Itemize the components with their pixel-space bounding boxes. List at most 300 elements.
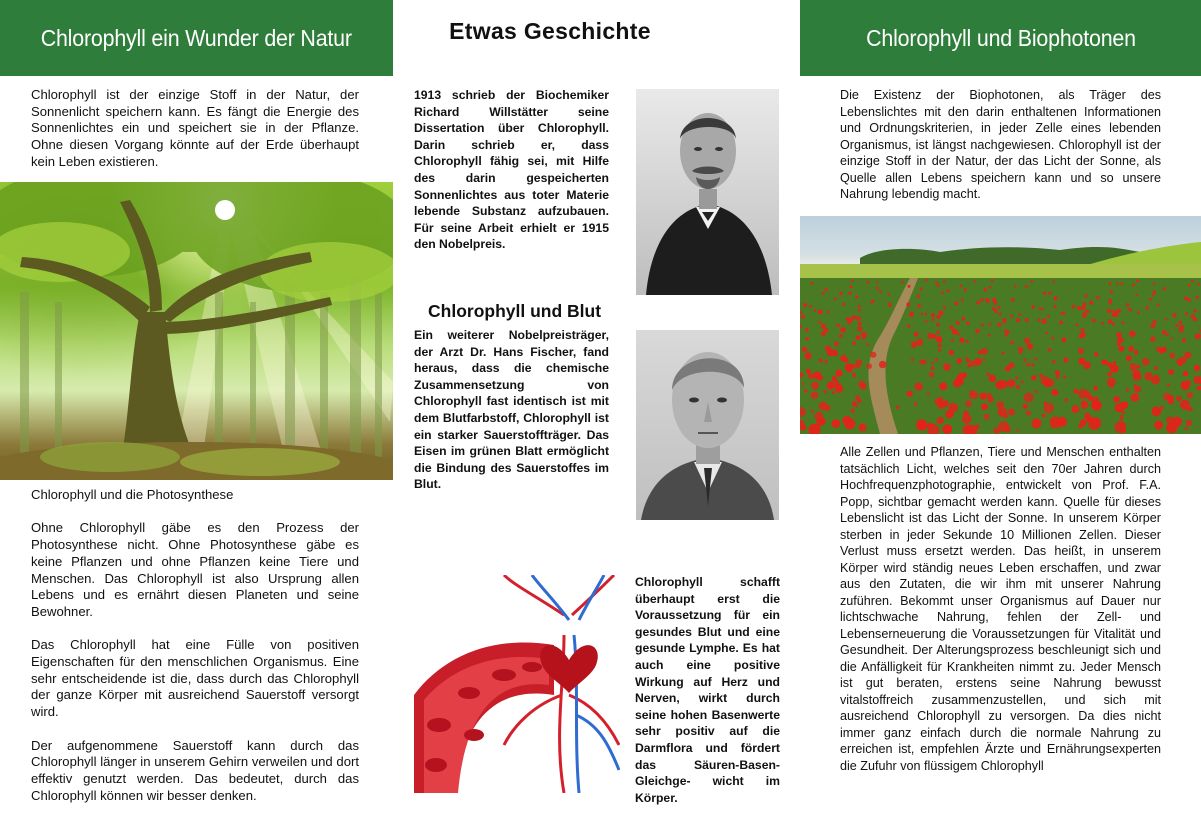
poppy-dot [834,353,837,356]
poppy-dot [1024,338,1030,344]
poppy-dot [834,341,839,346]
poppy-dot [1163,347,1166,350]
poppy-dot [1128,308,1132,312]
poppy-dot [991,279,994,282]
left-banner [0,0,393,76]
left-panel [0,0,393,834]
poppy-dot [1055,370,1060,375]
poppy-dot [1031,363,1034,366]
poppy-dot [979,393,986,400]
poppy-dot [981,323,984,326]
poppy-dot [1135,293,1138,296]
poppy-dot [917,420,927,430]
photosynthesis-label: Chlorophyll und die Photosynthese [31,487,234,502]
poppy-dot [811,282,814,285]
willstaetter-portrait [636,89,779,295]
left-paragraph-1: Ohne Chlorophyll gäbe es den Prozess der Photosynthese nicht. Ohne Photosynthese gäbe es keine Pflanzen und ohne Pflanzen keine Tiere und Menschen. Das Chlorophyll ist also Ursprung allen Lebens und es ernährt diesen Planeten und seine Bewohner. [31,520,359,619]
poppy-dot [965,357,968,360]
poppy-dot [1002,318,1007,323]
poppy-dot [1120,282,1123,285]
right-intro: Die Existenz der Biophotonen, als Träger des Lebenslichtes mit den darin enthaltenen Informationen und Ordnungskriterien, in jeder Zelle eines lebenden Organismus, ist längst nachgewiesen. Chlorophyll ist der einzige Stoff in der Natur, der das Licht der Sonne, als Quelle allen Lebens speichern kann und so unsere Nahrung lebendig macht. [840,88,1161,201]
poppy-dot [1075,324,1078,327]
poppy-dot [1080,328,1085,333]
poppy-dot [1126,303,1130,307]
poppy-dot [870,352,876,358]
poppy-dot [1118,346,1124,352]
poppy-dot [1025,285,1028,288]
poppy-dot [1063,375,1066,378]
poppy-dot [1152,294,1155,297]
blood-heading: Chlorophyll und Blut [428,301,602,321]
poppy-dot [1115,403,1124,412]
poppy-dot [1134,350,1139,355]
poppy-dot [959,284,962,287]
poppy-dot [818,310,823,315]
right-banner-title: Chlorophyll und Biophotonen [865,24,1136,51]
poppy-dot [1080,401,1088,409]
poppy-dot [1154,421,1163,430]
poppy-dot [1039,374,1043,378]
poppy-dot [827,311,830,314]
poppy-dot [943,306,946,309]
poppy-dot [1021,380,1024,383]
poppy-dot [1030,280,1033,283]
poppy-dot [998,421,1009,432]
poppy-dot [964,375,967,378]
poppy-dot [1184,297,1188,301]
heart-text: Chlorophyll schafft überhaupt erst die Voraussetzung für ein gesundes Blut und eine gesunde Lymphe. Es hat auch eine positive Wirkung auf Herz und Nerven, wirkt durch seine hohen Basenwerte sehr positiv auf die Darmflora und fördert das Säuren-Basen-Gleichge- wicht im Körper. [635,575,780,805]
poppy-dot [1082,302,1086,306]
poppy-dot [1136,365,1140,369]
poppy-dot [1039,307,1042,310]
poppy-dot [1108,319,1113,324]
poppy-dot [846,367,850,371]
poppy-dot [925,279,928,282]
poppy-dot [964,288,967,291]
poppy-dot [981,348,988,355]
poppy-dot [847,318,852,323]
poppy-dot [1166,416,1173,423]
poppy-dot [942,424,952,434]
poppy-dot [1113,361,1116,364]
poppy-dot [888,302,892,306]
poppy-dot [1129,331,1135,337]
poppy-dot [822,404,826,408]
poppy-dot [943,280,946,283]
poppy-dot [811,410,814,413]
poppy-dot [896,405,900,409]
poppy-dot [1180,400,1190,410]
poppy-dot [809,305,812,308]
poppy-dot [834,298,837,301]
poppy-dot [966,321,970,325]
poppy-dot [1167,384,1170,387]
poppy-dot [1010,341,1014,345]
poppy-dot [966,340,969,343]
poppy-dot [835,369,842,376]
poppy-dot [975,329,980,334]
poppy-dot [947,289,950,292]
poppy-dot [1089,417,1101,429]
poppy-dot [1037,319,1040,322]
poppy-dot [927,392,930,395]
poppy-dot [943,363,951,371]
poppy-dot [961,299,964,302]
poppy-dot [857,305,860,308]
poppy-dot [803,303,807,307]
right-panel [800,0,1201,834]
poppy-dot [936,323,940,327]
poppy-dot [1109,301,1113,305]
poppy-dot [1005,366,1011,372]
poppy-dot [817,375,823,381]
poppy-dot [806,337,810,341]
poppy-dot [1027,343,1033,349]
poppy-dot [1181,381,1189,389]
poppy-dot [814,309,817,312]
poppy-dot [949,325,953,329]
poppy-dot [1187,392,1193,398]
tree-photo [0,182,393,480]
poppy-dot [1179,321,1182,324]
poppy-dot [1131,393,1140,402]
poppy-dot [909,312,914,317]
heart-vessels-illustration [414,575,620,793]
poppy-dot [924,313,927,316]
poppy-dot [1179,362,1183,366]
poppy-dot [1031,418,1041,428]
poppy-dot [931,313,935,317]
poppy-dot [986,393,992,399]
poppy-dot [999,380,1008,389]
poppy-dot [936,315,940,319]
poppy-dot [1007,379,1015,387]
poppy-dot [994,309,998,313]
poppy-dot [1073,389,1078,394]
poppy-field-photo [800,216,1201,434]
poppy-dot [1108,282,1111,285]
left-paragraph-2: Das Chlorophyll hat eine Fülle von positiven Eigenschaften für den menschlichen Organismus. Eine sehr entscheidende ist die, dass durch das Chlorophyll der ganze Körper mit ausreichend Sauerstoff versorgt wird. [31,637,359,720]
poppy-dot [931,362,934,365]
poppy-dot [1175,324,1178,327]
poppy-dot [840,355,847,362]
poppy-dot [1041,308,1044,311]
poppy-dot [914,402,918,406]
poppy-dot [1194,365,1200,371]
poppy-dot [879,361,887,369]
poppy-dot [862,336,865,339]
poppy-dot [1077,306,1081,310]
poppy-dot [986,298,990,302]
fischer-portrait [636,330,779,520]
poppy-dot [1129,363,1137,371]
poppy-dot [969,391,974,396]
poppy-dot [1004,414,1008,418]
left-banner-title: Chlorophyll ein Wunder der Natur [40,24,353,51]
poppy-dot [1120,415,1123,418]
poppy-dot [801,314,805,318]
poppy-dot [939,383,945,389]
poppy-dot [1078,348,1084,354]
poppy-dot [1082,306,1086,310]
poppy-dot [1185,427,1188,430]
poppy-dot [1044,401,1047,404]
poppy-dot [852,341,856,345]
poppy-dot [855,295,858,298]
poppy-dot [832,376,837,381]
poppy-dot [1087,310,1090,313]
poppy-dot [925,320,928,323]
poppy-dot [1065,398,1068,401]
poppy-dot [920,287,923,290]
poppy-dot [1183,371,1188,376]
poppy-dot [1186,420,1192,426]
poppy-dot [1153,290,1156,293]
poppy-dot [1157,303,1160,306]
poppy-dot [1041,318,1047,324]
poppy-dot [1128,346,1134,352]
middle-panel [393,0,800,834]
poppy-dot [955,301,959,305]
poppy-dot [851,279,854,282]
poppy-dot [1191,314,1195,318]
poppy-dot [840,327,846,333]
poppy-dot [857,399,861,403]
poppy-dot [1031,375,1036,380]
poppy-dot [927,333,933,339]
poppy-dot [888,293,891,296]
poppy-dot [1191,280,1194,283]
poppy-dot [1043,291,1047,295]
poppy-dot [839,334,843,338]
poppy-dot [1025,318,1029,322]
poppy-dot [856,316,861,321]
poppy-dot [1126,388,1129,391]
poppy-dot [936,331,940,335]
poppy-dot [997,401,1004,408]
poppy-dot [804,389,808,393]
poppy-dot [1142,358,1149,365]
poppy-dot [986,373,989,376]
poppy-dot [976,301,980,305]
poppy-dot [966,359,970,363]
poppy-dot [1136,279,1139,282]
poppy-dot [965,401,971,407]
poppy-dot [1112,322,1115,325]
right-banner [800,0,1201,76]
poppy-dot [984,414,990,420]
poppy-dot [917,304,921,308]
poppy-dot [929,372,935,378]
poppy-dot [1047,315,1050,318]
poppy-dot [1031,305,1035,309]
poppy-dot [989,323,992,326]
poppy-dot [937,284,940,287]
left-intro [31,87,359,171]
poppy-dot [1101,322,1104,325]
poppy-dot [827,382,834,389]
poppy-dot [956,358,961,363]
poppy-dot [866,343,869,346]
poppy-dot [849,285,852,288]
poppy-dot [821,323,826,328]
poppy-dot [842,303,845,306]
poppy-dot [1145,306,1149,310]
poppy-dot [1126,357,1130,361]
poppy-dot [1089,301,1093,305]
poppy-dot [911,358,914,361]
poppy-dot [1018,347,1024,353]
poppy-dot [825,346,831,352]
poppy-dot [978,350,983,355]
poppy-dot [858,322,862,326]
poppy-dot [1019,313,1022,316]
poppy-dot [1179,325,1184,330]
poppy-dot [854,403,858,407]
poppy-dot [962,415,971,424]
poppy-dot [825,288,828,291]
poppy-dot [935,398,942,405]
poppy-dot [1084,294,1088,298]
poppy-dot [1008,409,1015,416]
poppy-dot [1153,282,1156,285]
poppy-dot [1150,336,1156,342]
poppy-dot [804,352,811,359]
poppy-dot [1035,390,1038,393]
poppy-dot [859,423,864,428]
poppy-dot [914,382,922,390]
poppy-dot [1042,414,1046,418]
poppy-dot [1108,381,1114,387]
poppy-dot [806,369,811,374]
poppy-dot [1015,377,1018,380]
left-body [31,487,359,804]
poppy-dot [981,403,988,410]
poppy-dot [1169,353,1175,359]
poppy-dot [980,298,984,302]
poppy-dot [1109,290,1113,294]
poppy-dot [872,300,875,303]
poppy-dot [1150,323,1155,328]
poppy-dot [1137,311,1140,314]
poppy-dot [914,332,919,337]
poppy-dot [907,391,913,397]
poppy-dot [1187,298,1191,302]
poppy-dot [802,382,805,385]
poppy-dot [1116,282,1119,285]
poppy-dot [858,381,865,388]
poppy-dot [818,321,821,324]
poppy-dot [824,390,827,393]
poppy-dot [1026,410,1031,415]
poppy-dot [956,321,960,325]
poppy-dot [811,382,819,390]
poppy-dot [1092,319,1096,323]
left-paragraph-3: Der aufgenommene Sauerstoff kann durch das Chlorophyll länger in unserem Gehirn verweilen und dort effektiv genutzt werden. Das bedeutet, durch das Chlorophyll können wir besser denken. [31,737,359,803]
poppy-dot [1057,417,1067,427]
poppy-dot [866,281,869,284]
poppy-dot [822,292,825,295]
poppy-dot [939,311,944,316]
poppy-dot [1016,318,1020,322]
poppy-dot [835,385,843,393]
poppy-dot [959,337,964,342]
poppy-dot [1014,285,1017,288]
poppy-dot [907,325,910,328]
poppy-dot [908,285,911,288]
poppy-dot [1002,352,1005,355]
poppy-dot [1011,298,1015,302]
poppy-dot [916,339,923,346]
poppy-dot [1196,296,1199,299]
poppy-dot [855,359,862,366]
poppy-dot [844,418,855,429]
poppy-dot [1048,348,1052,352]
poppy-dot [989,286,992,289]
poppy-dot [983,358,986,361]
poppy-dot [1149,298,1152,301]
poppy-dot [1168,369,1174,375]
poppy-dot [1094,352,1098,356]
poppy-dot [1166,333,1169,336]
poppy-dot [1107,362,1112,367]
poppy-dot [906,303,910,307]
poppy-dot [1024,393,1034,403]
poppy-dot [962,317,966,321]
poppy-dot [1078,424,1083,429]
poppy-dot [1170,337,1173,340]
poppy-dot [1163,287,1166,290]
poppy-dot [945,410,954,419]
poppy-dot [1063,357,1068,362]
poppy-dot [819,418,826,425]
poppy-dot [970,360,976,366]
poppy-dot [936,336,943,343]
poppy-dot [819,359,823,363]
poppy-dot [857,326,863,332]
poppy-dot [839,292,843,296]
poppy-dot [951,339,954,342]
poppy-dot [988,334,991,337]
left-intro-text: Chlorophyll ist der einzige Stoff in der Natur, der Sonnenlicht speichern kann. Es fängt die Energie des Sonnenlichtes ein und speichert sie in der Pflanze. Ohne diesen Vorgang könnte auf der Erde überhaupt kein Leben existieren. [31,87,359,169]
poppy-dot [1163,393,1171,401]
poppy-dot [1193,309,1197,313]
poppy-dot [1176,396,1182,402]
poppy-dot [1053,296,1057,300]
poppy-dot [935,358,938,361]
poppy-dot [1164,318,1167,321]
poppy-dot [1071,305,1075,309]
poppy-dot [999,312,1002,315]
poppy-dot [1060,312,1063,315]
poppy-dot [1051,389,1058,396]
blood-text: Ein weiterer Nobelpreisträger, der Arzt Dr. Hans Fischer, fand heraus, dass die chemische Zusammensetzung von Chlorophyll fast identisch ist mit dem Blutfarbstoff, Chlorophyll ist ein starker Sauerstoffträger. Das Eisen im grünen Blatt ermöglicht die Bindung des Sauerstoffes im Blut. [414,328,609,492]
poppy-dot [866,363,872,369]
poppy-dot [1121,321,1124,324]
poppy-dot [938,349,941,352]
poppy-dot [858,309,861,312]
poppy-dot [1197,283,1200,286]
poppy-dot [1134,384,1137,387]
poppy-dot [1154,366,1158,370]
poppy-dot [1091,400,1101,410]
poppy-dot [921,312,924,315]
poppy-dot [935,281,938,284]
poppy-dot [856,335,861,340]
poppy-dot [1084,413,1091,420]
poppy-dot [1045,332,1048,335]
poppy-dot [808,373,815,380]
